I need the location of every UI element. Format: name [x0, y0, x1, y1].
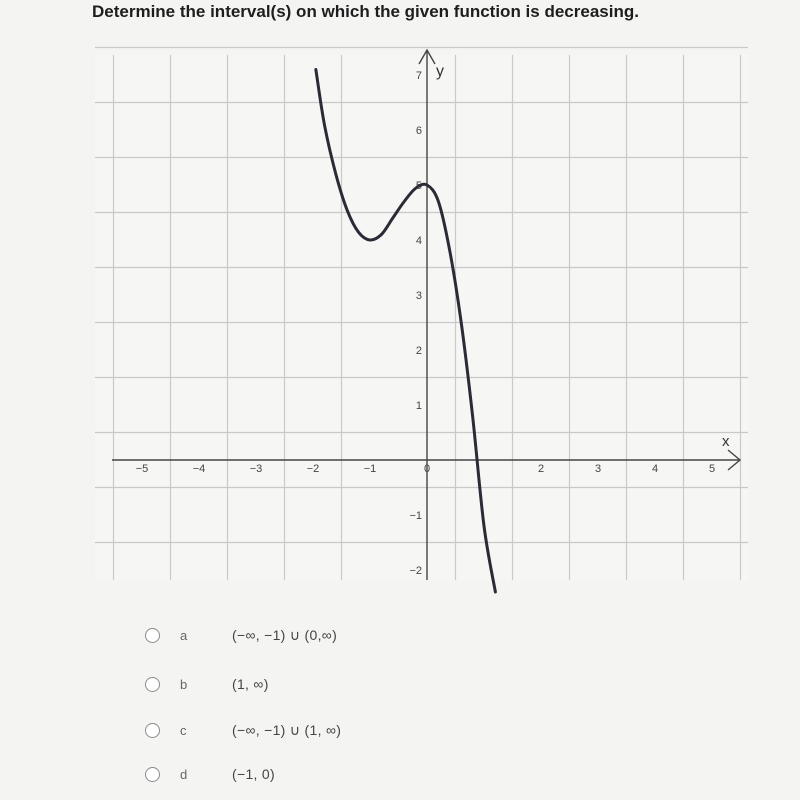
choice-c-text: (−∞, −1) ∪ (1, ∞) [232, 721, 342, 738]
x-tick-label: −4 [192, 463, 206, 475]
choice-c[interactable] [145, 718, 341, 742]
x-tick-label: 4 [651, 463, 659, 475]
choice-b-letter: b [180, 676, 188, 692]
radio-button-d[interactable] [145, 767, 160, 782]
x-tick-label: 0 [423, 463, 431, 475]
x-tick-label: −2 [306, 463, 320, 475]
y-tick-label: 3 [415, 290, 422, 302]
x-tick-label: 3 [594, 463, 602, 475]
y-tick-label: 4 [415, 235, 422, 247]
y-tick-label: −1 [409, 510, 422, 522]
y-tick-label: 1 [415, 400, 422, 412]
y-tick-label: −2 [409, 565, 422, 577]
radio-button-b[interactable] [145, 677, 160, 692]
radio-button-c[interactable] [145, 723, 160, 738]
question-text: Determine the interval(s) on which the given function is decreasing. [92, 2, 639, 21]
x-tick-label: −1 [363, 463, 377, 475]
choice-b-text: (1, ∞) [232, 676, 269, 692]
y-axis-label: y [436, 63, 444, 80]
x-tick-label: 2 [537, 463, 545, 475]
x-axis-label: x [722, 433, 730, 450]
choice-d-text: (−1, 0) [232, 766, 275, 782]
y-tick-label: 5 [415, 180, 422, 192]
choice-c-letter: c [180, 722, 187, 738]
x-tick-label: 5 [708, 463, 716, 475]
y-tick-label: 2 [415, 345, 422, 357]
y-tick-label: 7 [415, 70, 422, 82]
radio-button-a[interactable] [145, 628, 160, 643]
choice-a[interactable] [145, 623, 337, 647]
y-tick-label: 6 [415, 125, 422, 137]
x-tick-label: −3 [249, 463, 263, 475]
choice-a-letter: a [180, 627, 188, 643]
choice-d-letter: d [180, 766, 188, 782]
choice-b[interactable] [145, 672, 269, 696]
choice-a-text: (−∞, −1) ∪ (0,∞) [232, 626, 338, 643]
x-tick-label: −5 [135, 463, 149, 475]
choice-d[interactable] [145, 762, 275, 786]
